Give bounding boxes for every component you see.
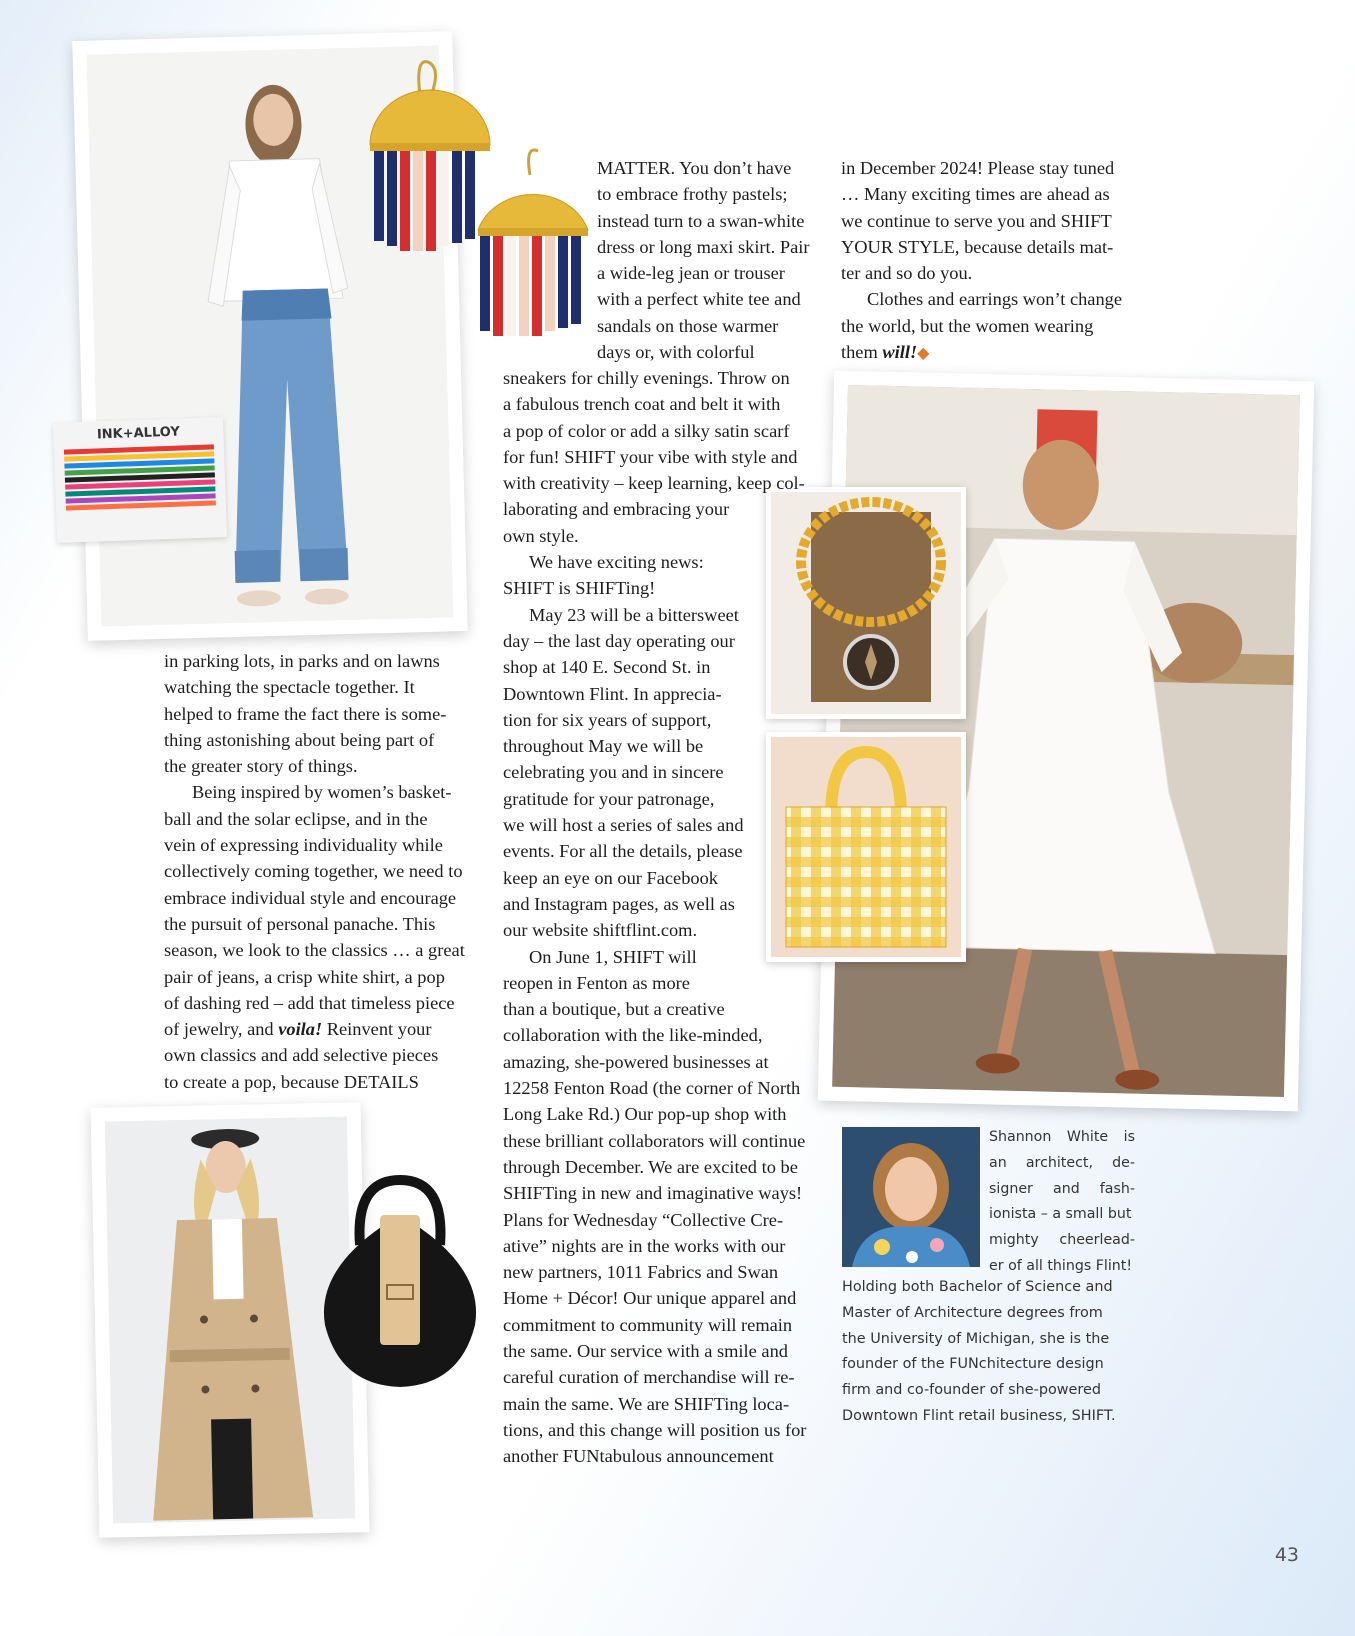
text-line: shop at 140 E. Second St. in xyxy=(503,657,711,678)
text-column-3 xyxy=(841,155,1161,367)
text-line: Long Lake Rd.) Our pop-up shop with xyxy=(503,1104,787,1125)
text-line: embrace individual style and encourage xyxy=(164,887,457,908)
text-line: tion for six years of support, xyxy=(503,709,712,730)
text-line: Clothes and earrings won’t change xyxy=(867,289,1123,310)
text-line: days or, with colorful xyxy=(597,342,755,363)
text-line: a wide-leg jean or trouser xyxy=(597,263,785,284)
text-line: for fun! SHIFT your vibe with style and xyxy=(503,446,798,467)
avatar xyxy=(842,1127,980,1267)
text-column-1 xyxy=(164,648,484,1095)
voila-emphasis: voila! xyxy=(278,1019,323,1040)
bio-line: Holding both Bachelor of Science and xyxy=(842,1279,1113,1295)
text-line: tions, and this change will position us for xyxy=(503,1419,807,1440)
text-line: these brilliant collaborators will continue xyxy=(503,1130,806,1151)
bio-line: Master of Architecture degrees from xyxy=(842,1304,1103,1321)
text-line: the world, but the women wearing xyxy=(841,315,1094,336)
text-line: throughout May we will be xyxy=(503,736,704,757)
text-line: new partners, 1011 Fabrics and Swan xyxy=(503,1262,779,1283)
text-fragment: Reinvent your xyxy=(322,1019,432,1040)
text-line: our website shiftflint.com. xyxy=(503,920,698,941)
text-line: the same. Our service with a smile and xyxy=(503,1340,788,1361)
text-line: of dashing red – add that timeless piece xyxy=(164,992,455,1013)
text-line: the pursuit of personal panache. This xyxy=(164,913,436,934)
text-line: helped to frame the fact there is some- xyxy=(164,703,447,724)
text-line: careful curation of merchandise will re- xyxy=(503,1367,795,1388)
text-line: thing astonishing about being part of xyxy=(164,729,435,750)
text-line: another FUNtabulous announcement xyxy=(503,1446,774,1467)
bracelet-brand-logo: INK+ALLOY xyxy=(96,424,181,443)
text-line: ative” nights are in the works with our xyxy=(503,1235,786,1256)
text-line: sandals on those warmer xyxy=(597,315,779,336)
text-line: in December 2024! Please stay tuned xyxy=(841,158,1115,178)
bio-line: er of all things Flint! xyxy=(989,1257,1133,1274)
text-line: collaboration with the like-minded, xyxy=(503,1025,763,1046)
text-line: we will host a series of sales and xyxy=(503,815,744,836)
text-line: 12258 Fenton Road (the corner of North xyxy=(503,1078,801,1099)
col1-paragraph-2 xyxy=(164,779,484,1095)
bio-line: Downtown Flint retail business, SHIFT. xyxy=(842,1407,1116,1424)
text-line: dress or long maxi skirt. Pair xyxy=(597,236,810,257)
text-line: in parking lots, in parks and on lawns xyxy=(164,651,440,671)
bio-line: Shannon White is xyxy=(989,1129,1135,1145)
text-line: pair of jeans, a crisp white shirt, a pop xyxy=(164,966,445,987)
text-line: instead turn to a swan-white xyxy=(597,210,805,231)
bracelet-card xyxy=(53,417,227,543)
text-line xyxy=(841,339,1161,367)
text-line: Being inspired by women’s basket- xyxy=(192,782,452,803)
text-line: celebrating you and in sincere xyxy=(503,762,724,783)
text-line: with a perfect white tee and xyxy=(597,289,801,310)
text-line: season, we look to the classics … a great xyxy=(164,940,465,961)
left-white-panel xyxy=(0,800,80,1220)
author-bio-short xyxy=(989,1125,1135,1280)
text-line: to create a pop, because DETAILS xyxy=(164,1071,419,1092)
author-headshot xyxy=(842,1127,980,1267)
end-mark-icon: ◆ xyxy=(917,345,930,363)
text-line: own style. xyxy=(503,525,579,546)
fringe-earrings-image xyxy=(360,55,590,345)
author-bio-long xyxy=(842,1275,1135,1430)
text-line: keep an eye on our Facebook xyxy=(503,867,718,888)
black-straw-bag-image xyxy=(315,1175,485,1390)
text-line: a fabulous trench coat and belt it with xyxy=(503,394,781,415)
bio-line: an architect, de- xyxy=(989,1154,1135,1171)
text-column-2 xyxy=(503,365,823,1469)
text-line: SHIFTing in new and imaginative ways! xyxy=(503,1183,803,1204)
bio-line: firm and co-founder of she-powered xyxy=(842,1382,1101,1399)
text-column-2-top xyxy=(597,155,827,365)
text-line: watching the spectacle together. It xyxy=(164,677,415,698)
text-line: laborating and embracing your xyxy=(503,499,730,520)
text-line: sneakers for chilly evenings. Throw on xyxy=(503,368,790,388)
text-line: events. For all the details, please xyxy=(503,841,743,862)
text-line: and Instagram pages, as well as xyxy=(503,893,735,914)
text-line xyxy=(164,1016,484,1042)
text-line: we continue to serve you and SHIFT xyxy=(841,210,1112,231)
text-line: main the same. We are SHIFTing loca- xyxy=(503,1393,790,1414)
text-fragment: of jewelry, and xyxy=(164,1019,279,1040)
text-line: YOUR STYLE, because details mat- xyxy=(841,236,1114,257)
text-line: Downtown Flint. In apprecia- xyxy=(503,683,722,704)
text-line: own classics and add selective pieces xyxy=(164,1045,439,1066)
text-line: collectively coming together, we need to xyxy=(164,861,463,882)
bio-line: mighty cheerlead- xyxy=(989,1232,1135,1249)
text-line: … Many exciting times are ahead as xyxy=(841,184,1110,205)
text-line: May 23 will be a bittersweet xyxy=(529,604,739,625)
bio-line: founder of the FUNchitecture design xyxy=(842,1356,1104,1373)
bio-line: signer and fash- xyxy=(989,1180,1135,1197)
text-line: On June 1, SHIFT will xyxy=(529,946,697,967)
text-line: ter and so do you. xyxy=(841,263,973,284)
text-line: vein of expressing individuality while xyxy=(164,835,443,856)
text-line: ball and the solar eclipse, and in the xyxy=(164,808,428,829)
text-line: a pop of color or add a silky satin scarf xyxy=(503,420,790,441)
text-line: commitment to community will remain xyxy=(503,1314,793,1335)
bio-line: ionista – a small but xyxy=(989,1206,1132,1223)
text-line: day – the last day operating our xyxy=(503,630,735,651)
text-line: gratitude for your patronage, xyxy=(503,788,715,809)
text-line: SHIFT is SHIFTing! xyxy=(503,578,656,599)
col1-paragraph-1 xyxy=(164,648,484,779)
text-line: Plans for Wednesday “Collective Cre- xyxy=(503,1209,784,1230)
text-line: with creativity – keep learning, keep col- xyxy=(503,473,805,494)
text-line: than a boutique, but a creative xyxy=(503,999,725,1020)
text-line: reopen in Fenton as more xyxy=(503,972,690,993)
text-line: the greater story of things. xyxy=(164,756,358,777)
text-fragment: them xyxy=(841,342,883,363)
text-line: Home + Décor! Our unique apparel and xyxy=(503,1288,797,1309)
bio-line: the University of Michigan, she is the xyxy=(842,1330,1110,1347)
text-line: through December. We are excited to be xyxy=(503,1156,798,1177)
text-line: amazing, she-powered businesses at xyxy=(503,1051,769,1072)
page-number: 43 xyxy=(1274,1544,1299,1566)
text-line: MATTER. You don’t have xyxy=(597,158,792,178)
will-emphasis: will! xyxy=(882,342,918,363)
text-line: We have exciting news: xyxy=(529,552,704,573)
text-line: to embrace frothy pastels; xyxy=(597,184,788,205)
